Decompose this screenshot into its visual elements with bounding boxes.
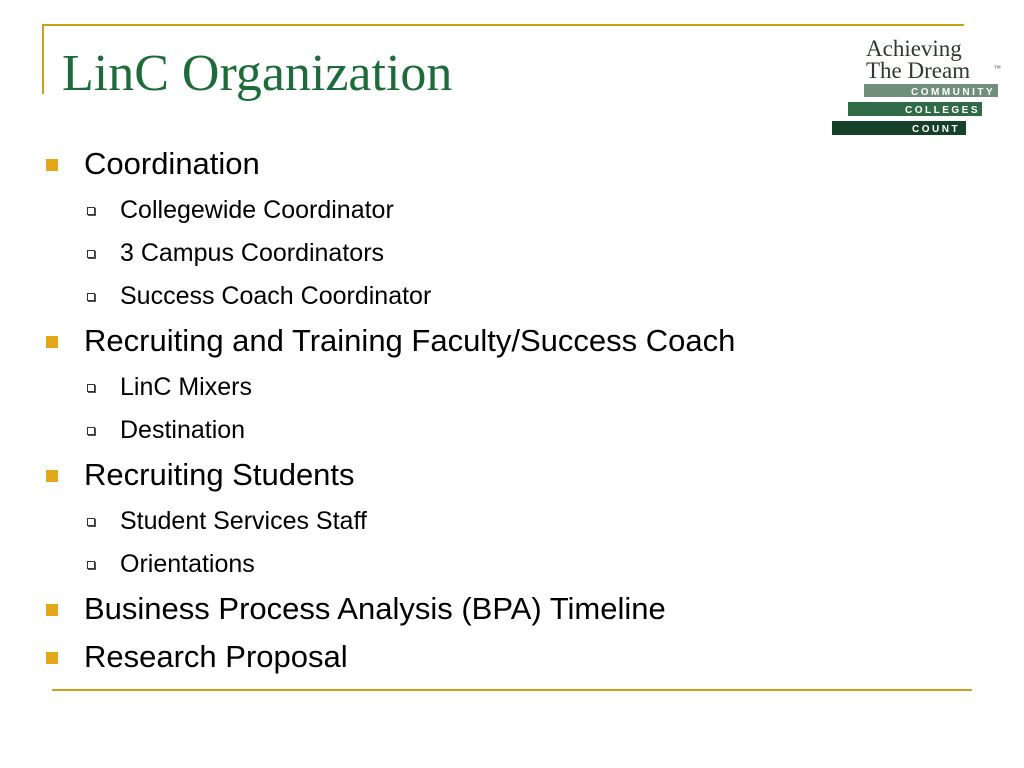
sub-bullet (0, 365, 1024, 408)
square-bullet-icon (46, 470, 58, 482)
bullet-text: Recruiting Students (84, 457, 355, 492)
sub-bullet (0, 274, 1024, 317)
bottom-rule (52, 689, 972, 691)
hollow-square-bullet-icon (87, 427, 95, 435)
hollow-square-bullet-icon (87, 384, 95, 392)
slide-body (0, 140, 1024, 681)
sub-bullet-text: LinC Mixers (120, 373, 252, 401)
sub-bullet-text: Collegewide Coordinator (120, 196, 394, 224)
left-rule (42, 24, 44, 94)
bullet-text: Coordination (84, 146, 260, 181)
hollow-square-bullet-icon (87, 518, 95, 526)
hollow-square-bullet-icon (87, 293, 95, 301)
hollow-square-bullet-icon (87, 561, 95, 569)
square-bullet-icon (46, 652, 58, 664)
bullet-text: Recruiting and Training Faculty/Success Coach (84, 323, 736, 358)
square-bullet-icon (46, 336, 58, 348)
achieving-the-dream-logo (830, 36, 1002, 140)
logo-trademark: ™ (994, 64, 1001, 72)
hollow-square-bullet-icon (87, 250, 95, 258)
sub-bullet (0, 499, 1024, 542)
sub-bullet (0, 408, 1024, 451)
bullet-recruiting-training (0, 317, 1024, 365)
sub-bullet (0, 542, 1024, 585)
bullet-recruiting-students (0, 451, 1024, 499)
bullet-coordination (0, 140, 1024, 188)
hollow-square-bullet-icon (87, 207, 95, 215)
logo-line-achieving: Achieving (866, 36, 962, 61)
slide-title: LinC Organization (62, 45, 453, 102)
sub-bullet-text: Success Coach Coordinator (120, 282, 432, 310)
sub-bullet-text: Orientations (120, 550, 255, 578)
bullet-bpa-timeline (0, 585, 1024, 633)
top-rule (42, 24, 964, 26)
bullet-text: Research Proposal (84, 639, 348, 674)
logo-bar-colleges-label: COLLEGES (905, 105, 981, 116)
sub-bullet-text: Student Services Staff (120, 507, 367, 535)
logo-line-the-dream: The Dream (866, 58, 971, 83)
logo-bar-count-label: COUNT (912, 124, 961, 135)
logo-bar-community-label: COMMUNITY (911, 87, 996, 98)
square-bullet-icon (46, 604, 58, 616)
sub-bullet-text: 3 Campus Coordinators (120, 239, 385, 267)
sub-bullet (0, 231, 1024, 274)
bullet-research-proposal (0, 633, 1024, 681)
sub-bullet (0, 188, 1024, 231)
square-bullet-icon (46, 159, 58, 171)
sub-bullet-text: Destination (120, 416, 246, 444)
bullet-text: Business Process Analysis (BPA) Timeline (84, 591, 666, 626)
